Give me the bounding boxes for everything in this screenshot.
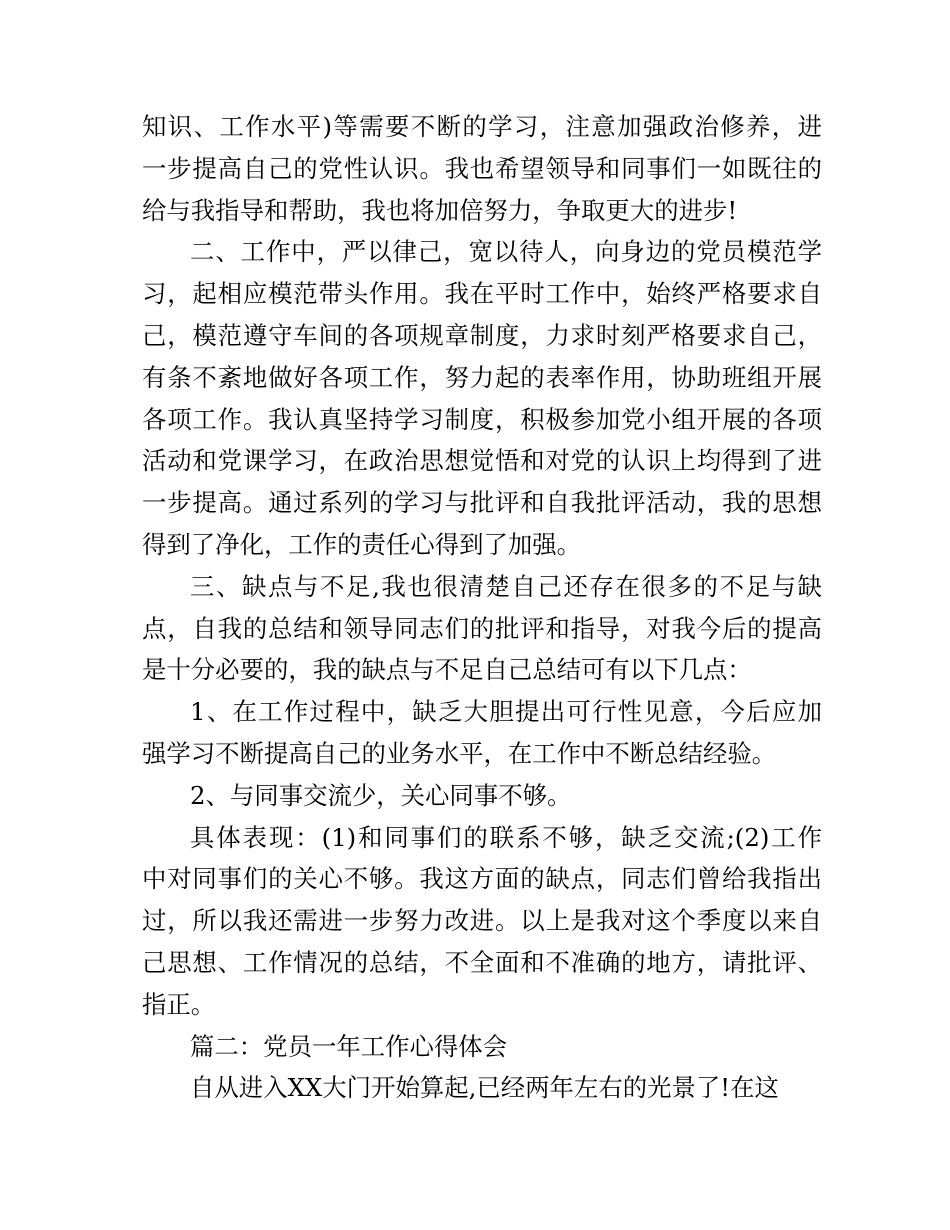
text-line: 得到了净化，工作的责任心得到了加强。 [142,529,582,559]
text-line: 有条不紊地做好各项工作，努力起的表率作用，协助班组开展 [142,362,822,392]
paragraph-start-line: 三、缺点与不足,我也很清楚自己还存在很多的不足与缺 [190,571,822,601]
text-line: 是十分必要的，我的缺点与不足自己总结可有以下几点： [142,655,752,685]
text-line: 指正。 [142,989,216,1019]
text-line: 己思想、工作情况的总结，不全面和不准确的地方，请批评、 [142,947,822,977]
text-line: 各项工作。我认真坚持学习制度，积极参加党小组开展的各项 [142,404,822,434]
text-line: 给与我指导和帮助，我也将加倍努力，争取更大的进步! [142,195,738,225]
text-line: 中对同事们的关心不够。我这方面的缺点，同志们曾给我指出 [142,864,822,894]
document-body [142,106,822,1109]
paragraph-start-line: 具体表现：(1)和同事们的联系不够，缺乏交流;(2)工作 [190,822,822,852]
text-line: 点，自我的总结和领导同志们的批评和指导，对我今后的提高 [142,613,822,643]
paragraph-start-line: 2、与同事交流少，关心同事不够。 [190,780,572,810]
text-line: 强学习不断提高自己的业务水平，在工作中不断总结经验。 [142,738,777,768]
paragraph-start-line: 二、工作中，严以律己，宽以待人，向身边的党员模范学 [190,237,822,267]
paragraph-start-line: 自从进入XX大门开始算起,已经两年左右的光景了!在这 [190,1073,779,1103]
paragraph-start-line: 1、在工作过程中，缺乏大胆提出可行性见意，今后应加 [190,697,822,727]
text-line: 知识、工作水平)等需要不断的学习，注意加强政治修养，进 [142,112,822,141]
text-line: 习，起相应模范带头作用。我在平时工作中，始终严格要求自 [142,279,822,309]
text-line: 过，所以我还需进一步努力改进。以上是我对这个季度以来自 [142,906,822,936]
text-line: 一步提高自己的党性认识。我也希望领导和同事们一如既往的 [142,153,822,183]
text-line: 一步提高。通过系列的学习与批评和自我批评活动，我的思想 [142,488,822,518]
text-line: 活动和党课学习，在政治思想觉悟和对党的认识上均得到了进 [142,446,822,476]
text-line: 己，模范遵守车间的各项规章制度，力求时刻严格要求自己， [142,320,822,350]
section-heading: 篇二：党员一年工作心得体会 [190,1031,508,1061]
